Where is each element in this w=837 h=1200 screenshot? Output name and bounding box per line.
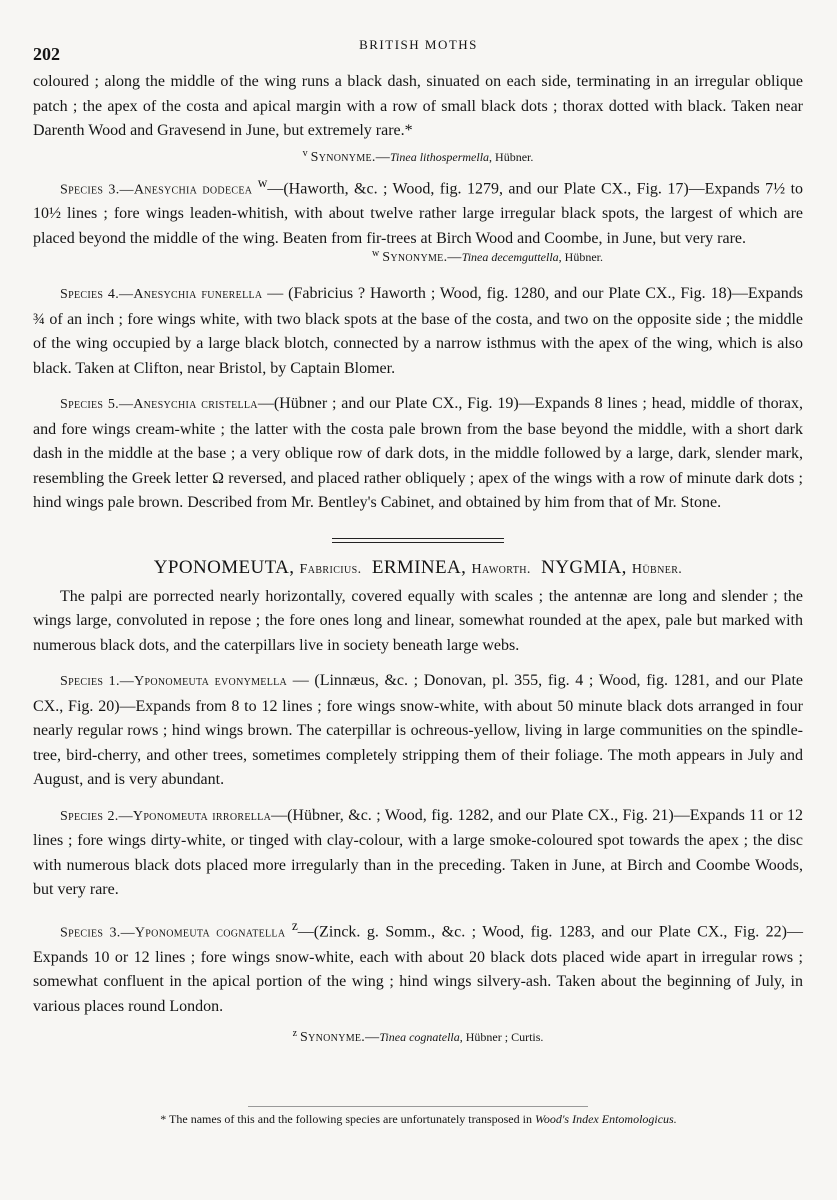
species-3-anesychia-dodecea: Species 3.—Anesychia dodecea $^w$—(Haworth, &c. ; Wood, fig. 1279, and our Plate CX., Fig. 17)—Expands 7½ to 10½ lines ; fore wings leaden-whitish, with about twelve rather large irregular black spots, the largest of which are placed beyond the middle of the wing. Beaten from fir-trees at Birch Wood and Coombe, in June, but very rare. bbox=[33, 174, 804, 247]
footnote-rule bbox=[248, 1106, 588, 1107]
species-label: Species 4.—Anesychia funerella bbox=[60, 287, 263, 303]
species-4-anesychia-funerella: Species 4.—Anesychia funerella — (Fabricius ? Haworth ; Wood, fig. 1280, and our Plate CX., Fig. 18)—Expands ¾ of an inch ; fore wings white, with two black spots at the base of the costa, and two on the opposite side ; the middle of the wing occupied by a large black blotch, connected by a narrow isthmus with the apex of the wing, which is also black. Taken at Clifton, near Bristol, by Captain Blomer. bbox=[33, 285, 803, 377]
species-label: Species 5.—Anesychia cristella bbox=[60, 397, 258, 413]
synonym-note-v: $^v$ Synonyme.—Tinea lithospermella, Hübner. bbox=[302, 147, 534, 165]
species-3-yponomeuta-cognatella: Species 3.—Yponomeuta cognatella $^z$—(Zinck. g. Somm., &c. ; Wood, fig. 1283, and our Plate CX., Fig. 22)—Expands 10 or 12 lines ; fore wings snow-white, each with about 20 black dots placed wide apart in irregular rows ; somewhat confluent in the apical portion of the wing ; hind wings silvery-ash. Taken about the beginning of July, in various places round London. bbox=[33, 917, 804, 1015]
synonym-note-z: $^z$ Synonyme.—Tinea cognatella, Hübner ; Curtis. bbox=[292, 1028, 544, 1046]
species-5-anesychia-cristella: Species 5.—Anesychia cristella—(Hübner ; and our Plate CX., Fig. 19)—Expands 8 lines ; head, middle of thorax, and fore wings cream-white ; the latter with the costa pale brown from the base beyond the middle, with a short dark dash in the middle at the base ; a very oblique row of dark dots, in the middle followed by a large, dark, slender mark, resembling the Greek letter Ω reversed, and placed rather obliquely ; apex of the wings with a row of minute dark dots ; hind wings pale brown. Described from Mr. Bentley's Cabinet, and obtained by him from that of Mr. Stone. bbox=[33, 395, 803, 512]
species-label: Species 2.—Yponomeuta irrorella bbox=[60, 808, 272, 824]
page-number: 202 bbox=[33, 44, 60, 64]
species-label: Species 3.—Yponomeuta cognatella bbox=[60, 925, 286, 941]
species-1-yponomeuta-evonymella: Species 1.—Yponomeuta evonymella — (Linnæus, &c. ; Donovan, pl. 355, fig. 4 ; Wood, fig. 1281, and our Plate CX., Fig. 20)—Expands from 8 to 12 lines ; fore wings snow-white, with about 50 minute black dots arranged in four nearly regular rows ; hind wings brown. The caterpillar is ochreous-yellow, living in large communities on the spindle-tree, bird-cherry, and other trees, sometimes completely stripping them of their foliage. The moth appears in July and August, and is very abundant. bbox=[33, 672, 804, 789]
genus-description: The palpi are porrected nearly horizontally, covered equally with scales ; the antennæ are long and slender ; the wings large, convoluted in repose ; the fore ones long and linear, somewhat rounded at the apex, pale but marked with numerous black dots, and the caterpillars live in society beneath large webs. bbox=[33, 587, 803, 654]
section-divider bbox=[332, 538, 504, 539]
synonym-note-w: $^w$ Synonyme.—Tinea decemguttella, Hübner. bbox=[372, 248, 603, 266]
species-2-yponomeuta-irrorella: Species 2.—Yponomeuta irrorella—(Hübner, &c. ; Wood, fig. 1282, and our Plate CX., Fig. 21)—Expands 11 or 12 lines ; fore wings dirty-white, or tinged with clay-colour, with a large smoke-coloured spot towards the apex ; the disc with numerous black dots placed more irregularly than in the preceding. Taken in June, at Birch and Coombe Woods, but very rare. bbox=[33, 806, 803, 899]
continuation-paragraph: coloured ; along the middle of the wing runs a black dash, sinuated on each side, terminating in an irregular oblique patch ; the apex of the costa and apical margin with a row of small black dots ; thorax dotted with black. Taken near Darenth Wood and Gravesend in June, but extremely rare.* bbox=[33, 73, 803, 139]
footnote: * The names of this and the following species are unfortunately transposed in Wood's Index Entomologicus. bbox=[160, 1112, 677, 1126]
page-body bbox=[33, 70, 803, 1051]
species-label: Species 1.—Yponomeuta evonymella bbox=[60, 674, 288, 690]
running-title: BRITISH MOTHS bbox=[359, 37, 478, 52]
section-divider-second-line bbox=[332, 542, 504, 543]
genus-heading: YPONOMEUTA, Fabricius. ERMINEA, Haworth. NYGMIA, Hübner. bbox=[153, 556, 683, 578]
species-label: Species 3.—Anesychia dodecea bbox=[60, 181, 253, 197]
